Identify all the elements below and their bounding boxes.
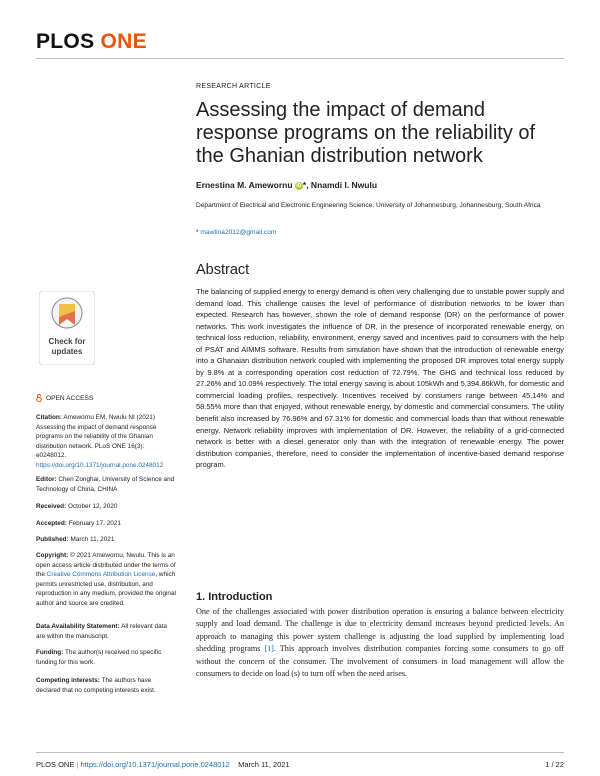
citation-doi-link[interactable]: https://doi.org/10.1371/journal.pone.0248012 [36, 461, 164, 469]
competing-interests-block: Competing interests: The authors have declared that no competing interests exist. [36, 677, 156, 694]
abstract-text: The balancing of supplied energy to energy demand is often very challenging due to unstable power supply and demand load. This challenge causes the level of performance of distribution networks to be lower than expected. Research has however, shown the role of demand response (DR) on the performance of power networks. This work investigates the influence of DR, in the presence of incorporated renewable energy, on technical loss reduction, reliability, environment, energy saved and incentives paid to consumers with the help of PSAT and AIMMS software. Results from simulation have shown that the introduction of renewable energy into a Ghanaian distribution network coupled with implementing the proposed DR improves total energy supply by 9.8% at a corresponding operation cost reduction of 72.79%. The GHG and technical loss reduced by 27.26% and 10.09% respectively. The total energy saving is about 105kWh and 5,394.86kWh, for domestic and commercial loading profiles, respectively. Incentives received by consumers range between 45.14% and 58.55% more than that enjoyed, without renewable energy, by domestic and commercial consumers. The utility benefit also increased by 76.96% and 67.31% for domestic and commercial loads than that without renewable energy. Network reliability improves with implementation of DR. However, the reliability of a grid-connected network is better with a diesel generator only than with the integration of renewable energy. The power distribution companies, therefore, need to consider the implementation of incentive-based demand response program. [196, 287, 564, 470]
affiliation: Department of Electrical and Electronic Engineering Science, University of Johannesburg, Johannesburg, South Africa [196, 202, 541, 209]
published-date: Published: March 11, 2021 [36, 536, 115, 543]
check-label-line2: updates [51, 347, 83, 356]
corresponding-email: * mawtina2012@gmail.com [196, 229, 277, 236]
received-date: Received: October 12, 2020 [36, 503, 118, 510]
author-list: Ernestina M. Amewornu iD *, Nnamdi I. Nwulu [196, 180, 378, 190]
open-access-label: OPEN ACCESS [36, 394, 93, 402]
email-link[interactable]: mawtina2012@gmail.com [200, 229, 277, 236]
page-number: 1 / 22 [545, 760, 564, 769]
abstract-heading: Abstract [196, 262, 250, 278]
funding-block: Funding: The author(s) received no specific funding for this work. [36, 649, 162, 666]
bookmark-icon [52, 298, 82, 328]
license-link[interactable]: Creative Commons Attribution License [46, 571, 156, 579]
data-availability-block: Data Availability Statement: All relevant data are within the manuscript. [36, 623, 167, 640]
author-name[interactable]: Ernestina M. Amewornu [196, 180, 293, 190]
open-lock-icon [36, 394, 42, 402]
orcid-icon[interactable]: iD [296, 182, 302, 189]
editor-block: Editor: Chen Zonghai, University of Science and Technology of China, CHINA [36, 476, 175, 493]
copyright-block: Copyright: © 2021 Amewornu, Nwulu. This is an open access article distributed under the terms of the Creative Commons Attribution License, which permits unrestricted use, distribution, and reproduction in any medium, provided the original author and source are credited. [36, 552, 176, 607]
citation-block: Citation: Amewornu EM, Nwulu NI (2021) Assessing the impact of demand response programs on the reliability of the Ghanian distribution network. PLoS ONE 16(3): e0248012. https://doi.org/10.1371/journal.pone.0248012 [36, 414, 164, 469]
section-heading-introduction: 1. Introduction [196, 591, 273, 603]
article-type: RESEARCH ARTICLE [196, 83, 271, 90]
introduction-text: One of the challenges associated with power distribution operation is ensuring a balance between electricity supply and load demand. The challenge is due to electricity demand increases beyond predicted levels. An approach to managing this power system challenge is adjusting the load supplied by implementing load shedding programs [1]. This approach involves distribution companies forcing some consumers to go off without the concern of the consumer. The involvement of consumers in load management will allow the consumers to decide on load (s) to turn off when the need arises. [196, 607, 564, 679]
article-title: Assessing the impact of demand response programs on the reliability of the Ghanian distribution network [196, 99, 536, 167]
page-footer: PLOS ONE | https://doi.org/10.1371/journal.pone.0248012 March 11, 2021 [36, 760, 290, 769]
journal-logo: PLOS ONE [36, 30, 147, 53]
accepted-date: Accepted: February 17, 2021 [36, 520, 121, 527]
header-divider [36, 58, 564, 59]
reference-link[interactable]: [1] [264, 644, 274, 654]
footer-doi-link[interactable]: https://doi.org/10.1371/journal.pone.0248012 [80, 760, 230, 769]
author-name[interactable]: , Nnamdi I. Nwulu [306, 180, 378, 190]
check-label-line1: Check for [48, 337, 86, 346]
footer-divider [36, 752, 564, 753]
check-for-updates-badge[interactable] [39, 291, 95, 365]
